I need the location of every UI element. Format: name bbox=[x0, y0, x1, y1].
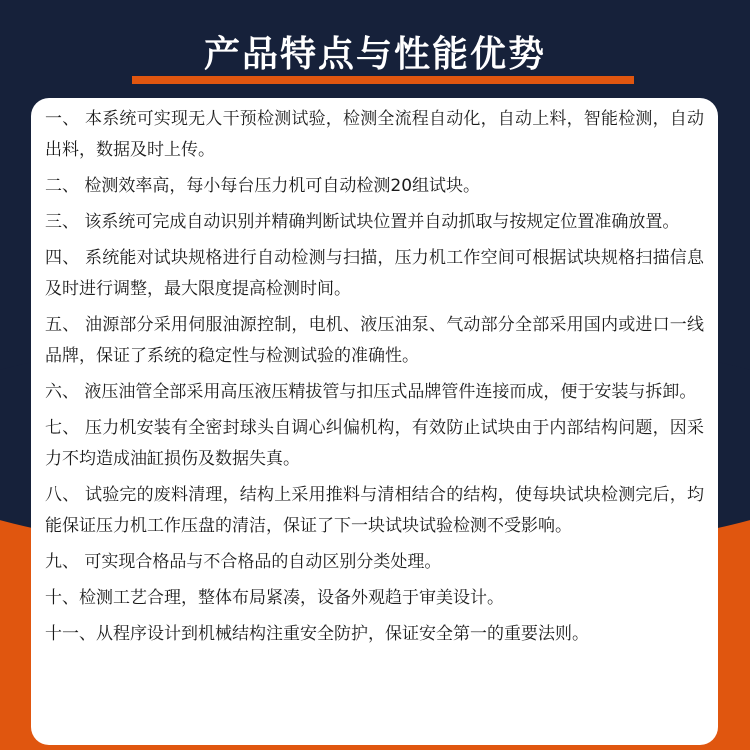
page-title: 产品特点与性能优势 bbox=[203, 34, 546, 75]
feature-item: 二、 检测效率高，每小每台压力机可自动检测20组试块。 bbox=[45, 176, 481, 196]
feature-card bbox=[31, 98, 718, 745]
title-underline bbox=[132, 76, 634, 84]
feature-item: 十一、从程序设计到机械结构注重安全防护，保证安全第一的重要法则。 bbox=[45, 624, 589, 644]
feature-item: 五、 油源部分采用伺服油源控制，电机、液压油泵、气动部分全部采用国内或进口一线品牌，保证了系统的稳定性与检测试验的准确性。 bbox=[45, 315, 704, 366]
feature-item: 六、 液压油管全部采用高压液压精拔管与扣压式品牌管件连接而成，便于安装与拆卸。 bbox=[45, 382, 697, 402]
feature-item: 七、 压力机安装有全密封球头自调心纠偏机构，有效防止试块由于内部结构问题，因采力不均造成油缸损伤及数据失真。 bbox=[45, 418, 704, 469]
feature-item: 三、 该系统可完成自动识别并精确判断试块位置并自动抓取与按规定位置准确放置。 bbox=[45, 212, 680, 232]
feature-item: 一、 本系统可实现无人干预检测试验，检测全流程自动化，自动上料，智能检测，自动出料，数据及时上传。 bbox=[45, 109, 704, 160]
feature-item: 九、 可实现合格品与不合格品的自动区别分类处理。 bbox=[45, 552, 442, 572]
feature-item: 十、检测工艺合理，整体布局紧凑，设备外观趋于审美设计。 bbox=[45, 588, 504, 608]
feature-item: 八、 试验完的废料清理，结构上采用推料与清相结合的结构，使每块试块检测完后，均能保证压力机工作压盘的清洁，保证了下一块试块试验检测不受影响。 bbox=[45, 485, 704, 536]
feature-item: 四、 系统能对试块规格进行自动检测与扫描，压力机工作空间可根据试块规格扫描信息及时进行调整，最大限度提高检测时间。 bbox=[45, 248, 704, 299]
